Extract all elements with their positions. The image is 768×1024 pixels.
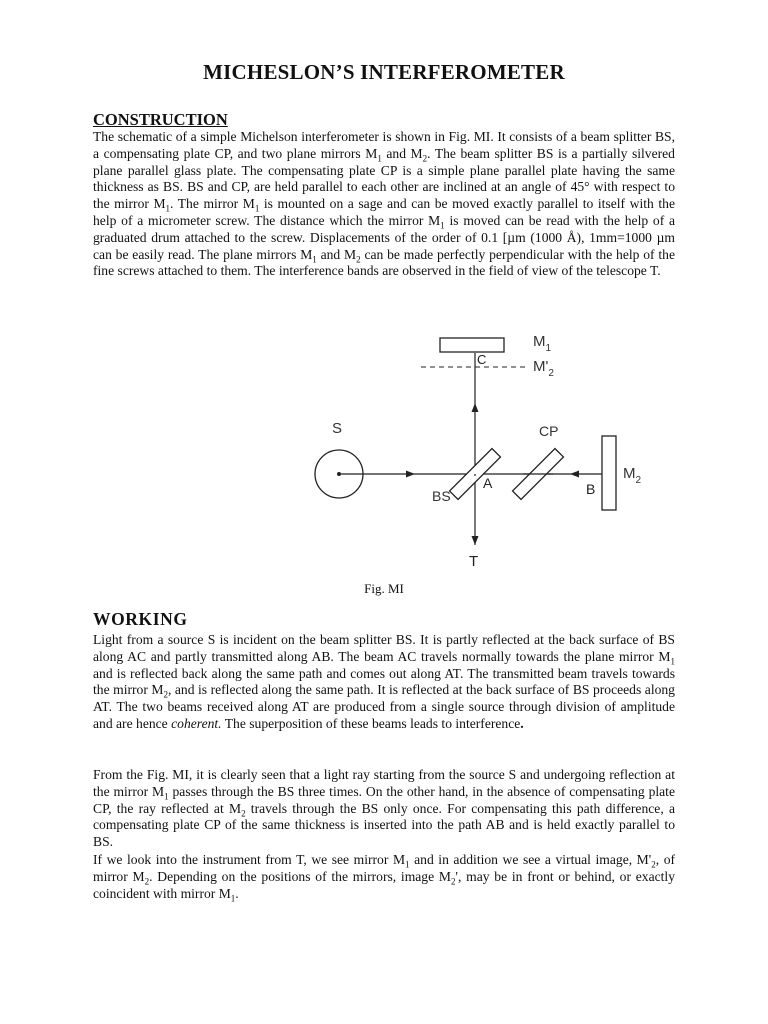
arrow-left (570, 471, 579, 478)
arrow-up (472, 403, 479, 412)
label-m1: $M_1$ (533, 333, 552, 354)
label-a: A (483, 475, 493, 491)
interferometer-diagram (293, 330, 642, 575)
working-heading: WORKING (93, 609, 188, 629)
working-paragraph-3: If we look into the instrument from T, we see mirror $M_1$ and in addition we see a virtual image, $M'_2$, of mirror $M_2$. Depending on the positions of the mirrors, image $M_2'$, may be in front or behind, or exactly coincident with mirror $M_1$. (93, 852, 676, 904)
working-paragraph-2: From the Fig. MI, it is clearly seen that a light ray starting from the source S and undergoing reflection at the mirror $M_1$ passes through the BS three times. On the other hand, in the absence of compensating plate CP, the ray reflected at $M_2$ travels through the BS only once. For compensating this path difference, a compensating plate CP of the same thickness is inserted into the path AB and is held exactly parallel to BS. (93, 767, 675, 850)
source-point (337, 472, 341, 476)
label-s: S (332, 420, 343, 437)
mirror-m1 (440, 338, 504, 352)
arrow-right (406, 471, 415, 478)
figure-caption: Fig. MI (364, 581, 404, 596)
label-b: B (586, 481, 596, 497)
label-cp: CP (539, 423, 559, 439)
construction-heading: CONSTRUCTION (93, 110, 228, 129)
arrow-down (472, 536, 479, 545)
label-m2: $M_2$ (623, 465, 642, 486)
label-c: C (477, 352, 487, 367)
construction-paragraph: The schematic of a simple Michelson interferometer is shown in Fig. MI. It consists of a beam splitter BS, a compensating plate CP, and two plane mirrors $M_1$ and $M_2$. The beam splitter BS is a partially silvered plane parallel glass plate. The compensating plate CP is a simple plane parallel plate having the same thickness as BS. BS and CP, are held parallel to each other are inclined at an angle of 45° with respect to the mirror $M_1$. The mirror $M_1$ is mounted on a sage and can be moved exactly parallel to itself with the help of a micrometer screw. The distance which the mirror $M_1$ is moved can be read with the help of a graduated drum attached to the screw. Displacements of the order of 0.1 [µm (1000 Å), 1mm=1000 µm can be easily read. The plane mirrors $M_1$ and $M_2$ can be made perfectly perpendicular with the help of the fine screws attached to them. The interference bands are observed in the field of view of the telescope T. (93, 129, 676, 279)
label-m2-prime: $M'_2$ (533, 358, 554, 379)
label-t: T (469, 553, 479, 570)
page-title: MICHESLON’S INTERFEROMETER (203, 60, 565, 84)
working-paragraph-1: Light from a source S is incident on the beam splitter BS. It is partly reflected at the back surface of BS along AC and partly transmitted along AB. The beam AC travels normally towards the plane mirror $M_1$ and is reflected back along the same path and comes out along AT. The transmitted beam travels towards the mirror $M_2$, and is reflected along the same path. It is reflected at the back surface of BS proceeds along AT. The two beams received along AT are produced from a single source through division of amplitude and are hence coherent. The superposition of these beams leads to interference. (93, 632, 675, 731)
mirror-m2 (602, 436, 616, 510)
label-bs: BS (432, 488, 451, 504)
